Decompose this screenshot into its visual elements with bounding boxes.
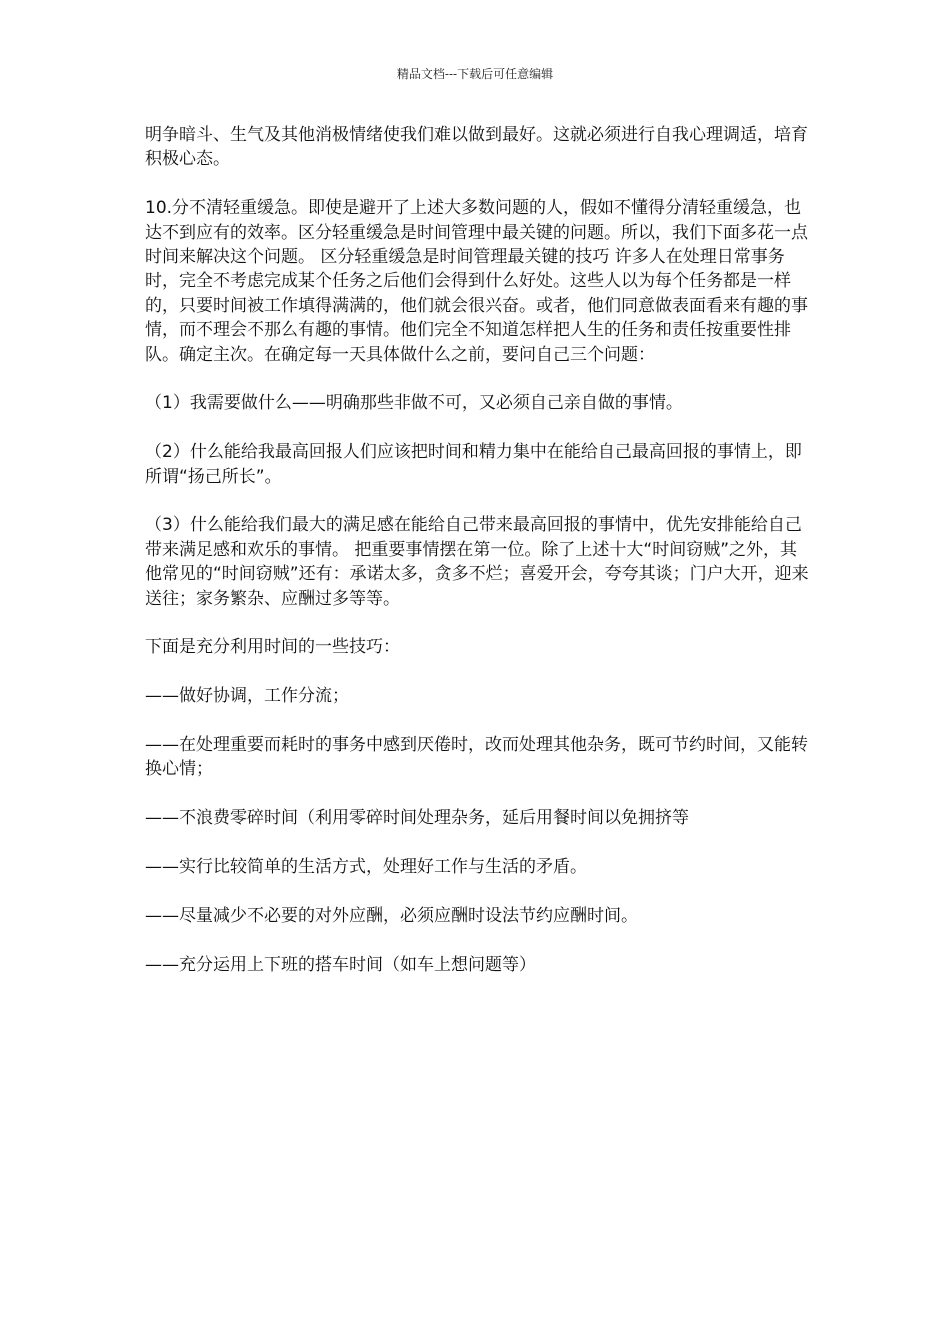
tip-item: ——在处理重要而耗时的事务中感到厌倦时，改而处理其他杂务，既可节约时间，又能转换心情； <box>145 735 808 780</box>
tip-item: ——做好协调，工作分流； <box>145 686 349 707</box>
question-1: （1）我需要做什么——明确那些非做不可，又必须自己亲自做的事情。 <box>145 393 683 414</box>
paragraph-priorities: 10.分不清轻重缓急。即使是避开了上述大多数问题的人，假如不懂得分清轻重缓急，也达不到应有的效率。区分轻重缓急是时间管理中最关键的问题。所以，我们下面多花一点时间来解决这个问题。 区分轻重缓急是时间管理最关键的技巧 许多人在处理日常事务时，完全不考虑完成某个任务之后他们会得到什么好处。这些人以为每个任务都是一样的，只要时间被工作填得满满的，他们就会很兴奋。或者，他们同意做表面看来有趣的事情，而不理会不那么有趣的事情。他们完全不知道怎样把人生的任务和责任按重要性排队。确定主次。在确定每一天具体做什么之前，要问自己三个问题： <box>145 198 808 365</box>
tip-item: ——充分运用上下班的搭车时间（如车上想问题等） <box>145 954 536 975</box>
question-3: （3）什么能给我们最大的满足感在能给自己带来最高回报的事情中，优先安排能给自己带来满足感和欢乐的事情。 把重要事情摆在第一位。除了上述十大“时间窃贼”之外，其他常见的“时间窃贼”还有：承诺太多，贪多不烂；喜爱开会，夸夸其谈；门户大开，迎来送往；家务繁杂、应酬过多等等。 <box>145 515 809 609</box>
tips-intro: 下面是充分利用时间的一些技巧： <box>145 637 400 658</box>
question-2: （2）什么能给我最高回报人们应该把时间和精力集中在能给自己最高回报的事情上，即所谓“扬己所长”。 <box>145 442 802 487</box>
tip-item: ——实行比较简单的生活方式，处理好工作与生活的矛盾。 <box>145 857 587 878</box>
page-header: 精品文档---下载后可任意编辑 <box>396 67 554 81</box>
paragraph-negative-emotions: 明争暗斗、生气及其他消极情绪使我们难以做到最好。这就必须进行自我心理调适，培育积极心态。 <box>145 125 808 170</box>
tip-item: ——不浪费零碎时间（利用零碎时间处理杂务，延后用餐时间以免拥挤等 <box>145 808 689 829</box>
tip-item: ——尽量减少不必要的对外应酬，必须应酬时设法节约应酬时间。 <box>145 905 638 926</box>
document-body <box>145 123 813 1001</box>
